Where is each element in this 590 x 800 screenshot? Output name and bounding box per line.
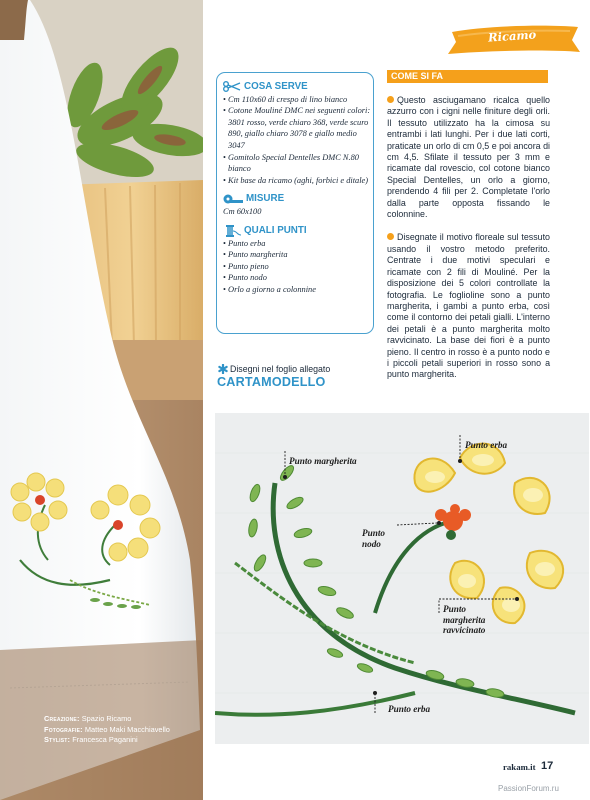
photo-credits [44,714,170,746]
towel-photo-illustration [0,0,203,800]
label-pointers [215,413,589,744]
quali-punti-heading: QUALI PUNTI [223,225,373,237]
materials-box [216,72,374,334]
label-punto-margherita-ravvicinato: Punto margherita ravvicinato [443,604,486,635]
list-item: • Punto erba [223,238,373,250]
misure-heading: MISURE [223,193,373,205]
thread-spool-icon [223,225,241,237]
list-item: • Gomitolo Special Dentelles DMC N.80 bianco [223,152,373,175]
scissors-icon [223,81,241,92]
list-item: • Orlo a giorno a colonnine [223,284,373,296]
list-item: • Kit base da ricamo (aghi, forbici e ditale) [223,175,373,187]
bullet-dot-icon [387,233,394,240]
credit-line: Stylist: Francesca Paganini [44,735,138,745]
cosa-serve-heading: COSA SERVE [223,81,373,93]
quali-punti-list [223,238,373,296]
cartamodello-note: Disegni nel foglio allegato [218,364,330,374]
label-punto-erba-top: Punto erba [465,440,508,450]
misure-value: Cm 60x100 [223,206,262,216]
list-item: • Punto margherita [223,249,373,261]
bullet-dot-icon [387,96,394,103]
section-label: Ricamo [487,27,537,45]
come-si-fa-text [387,95,550,393]
credit-line: Fotografie: Matteo Maki Macchiavello [44,724,170,734]
label-punto-margherita: Punto margherita [289,456,357,466]
watermark: PassionForum.ru [498,784,559,793]
credit-line: Creazione: Spazio Ricamo [44,714,132,723]
list-item: • Cm 110x60 di crespo di lino bianco [223,94,373,106]
footer-site: rakam.it [503,762,536,772]
label-punto-nodo: Punto nodo [362,528,385,549]
list-item: • Cotone Mouliné DMC nei seguenti colori: 3801 rosso, verde chiaro 368, verde scuro 890, giallo chiaro 3078 e giallo medio 3047 [223,105,373,151]
list-item: • Punto pieno [223,261,373,273]
cosa-serve-list [223,94,373,187]
tape-measure-icon [223,194,243,204]
cartamodello-title: CARTAMODELLO [217,375,326,389]
asterisk-icon [218,364,228,374]
page-number: 17 [541,760,554,772]
instruction-paragraph: Disegnate il motivo floreale sul tessuto usando il vostro metodo preferito. Centrate i due motivi speculari e ricamate con 2 fili di Mouliné. Per la disposizione dei 5 colori controllate la fotografia. Le foglioline sono a punto margherita, i gambi a punto erba, così come il contorno dei petali gialli. L'interno dei petali è a punto margherita molto ravvicinato. La base dei fiori è a punto pieno. Il centro in rosso è a punto nodo e i piccoli petali superiori in rosso sono a punto margherita. [387,232,550,380]
list-item: • Punto nodo [223,272,373,284]
instruction-paragraph: Questo asciugamano ricalca quello azzurro con i cigni nelle finiture degli orli. Il tessuto utilizzato ha la cimosa su entrambi i lati lunghi. Per i due lati corti, praticate un orlo di cm 0,5 e poi ancora di cm 4,5. Sfilate il tessuto per 3 mm e ricamate dal rovescio, col cotone bianco Special Dentelles, un orlo a giorno, prendendo 4 fili per 2. Completate l'orlo dalla parte opposta fissando le colonnine. [387,95,550,220]
come-si-fa-heading: COME SI FA [387,70,548,83]
label-punto-erba-bottom: Punto erba [388,704,431,714]
towel-photo [0,0,203,800]
